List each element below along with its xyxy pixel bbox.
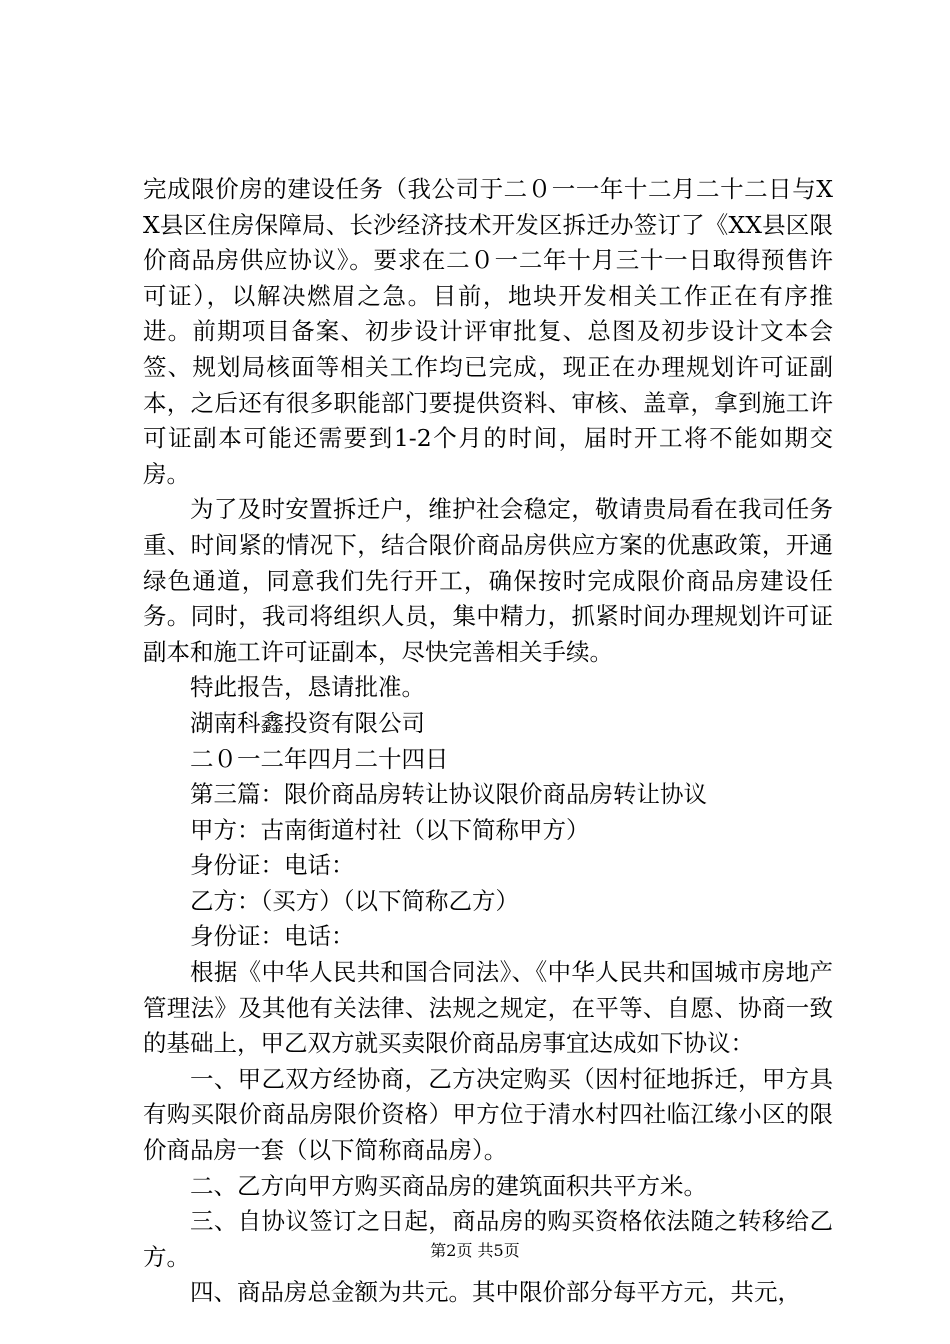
clause-1: 一、甲乙双方经协商，乙方决定购买（因村征地拆迁，甲方具有购买限价商品房限价资格）甲方位于清水村四社临江缘小区的限价商品房一套（以下简称商品房）。 xyxy=(143,1064,833,1165)
report-date: 二０一二年四月二十四日 xyxy=(190,744,449,773)
paragraph-2: 为了及时安置拆迁户，维护社会稳定，敬请贵局看在我司任务重、时间紧的情况下，结合限价商品房供应方案的优惠政策，开通绿色通道，同意我们先行开工，确保按时完成限价商品房建设任务。同时，我司将组织人员，集中精力，抓紧时间办理规划许可证副本和施工许可证副本，尽快完善相关手续。 xyxy=(143,495,833,666)
paragraph-1: 完成限价房的建设任务（我公司于二０一一年十二月二十二日与XX县区住房保障局、长沙经济技术开发区拆迁办签订了《XX县区限价商品房供应协议》。要求在二０一二年十月三十一日取得预售许可证），以解决燃眉之急。目前，地块开发相关工作正在有序推进。前期项目备案、初步设计评审批复、总图及初步设计文本会签、规划局核面等相关工作均已完成，现正在办理规划许可证副本，之后还有很多职能部门要提供资料、审核、盖章，拿到施工许可证副本可能还需要到1-2个月的时间，届时开工将不能如期交房。 xyxy=(143,175,833,488)
clause-4: 四、商品房总金额为共元。其中限价部分每平方元，共元， xyxy=(190,1278,801,1307)
paragraph-3: 特此报告，恳请批准。 xyxy=(190,673,425,702)
paragraph-basis: 根据《中华人民共和国合同法》、《中华人民共和国城市房地产管理法》及其他有关法律、法规之规定，在平等、自愿、协商一致的基础上，甲乙双方就买卖限价商品房事宜达成如下协议： xyxy=(143,958,833,1058)
clause-3: 三、自协议签订之日起，商品房的购买资格依法随之转移给乙方。 xyxy=(143,1207,833,1271)
party-a-id: 身份证：电话： xyxy=(190,851,355,880)
document-body xyxy=(143,172,833,1311)
party-a: 甲方：古南街道村社（以下简称甲方） xyxy=(190,815,590,844)
page-footer: 第2页 共5页 xyxy=(430,1241,520,1260)
company-name: 湖南科鑫投资有限公司 xyxy=(190,708,425,737)
party-b: 乙方：（买方）（以下简称乙方） xyxy=(190,886,519,915)
clause-2: 二、乙方向甲方购买商品房的建筑面积共平方米。 xyxy=(190,1171,707,1200)
section-heading: 第三篇：限价商品房转让协议限价商品房转让协议 xyxy=(190,780,707,809)
party-b-id: 身份证：电话： xyxy=(190,922,355,951)
